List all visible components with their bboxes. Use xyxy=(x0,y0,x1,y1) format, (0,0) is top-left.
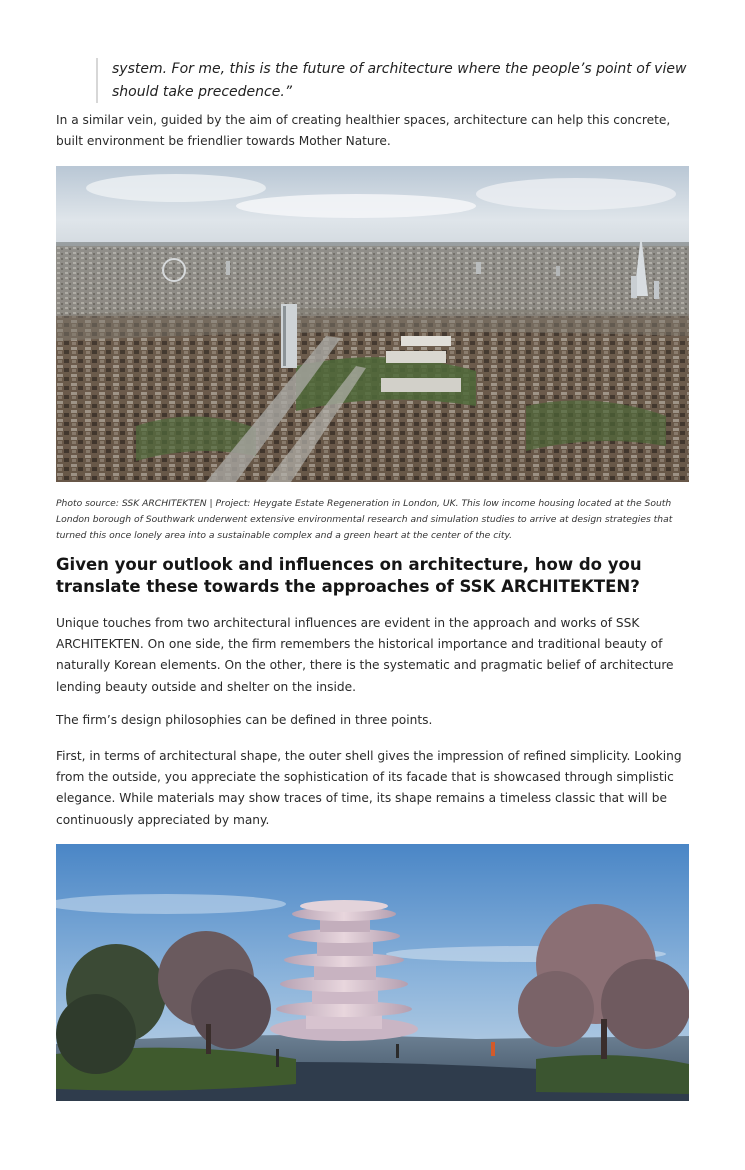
paragraph-influences: Unique touches from two architectural influences are evident in the approach and works of SSK ARCHITEKTEN. On one side, the firm remembers the historical importance and traditional beauty of naturally Korean elements. On the other, there is the systematic and pragmatic belief of architecture lending beauty outside and shelter on the inside. xyxy=(56,616,674,694)
pull-quote: system. For me, this is the future of architecture where the people’s point of view should take precedence.” xyxy=(96,58,732,103)
paragraph-philosophies: The firm’s design philosophies can be defined in three points. xyxy=(56,713,433,727)
paragraph-first-point: First, in terms of architectural shape, the outer shell gives the impression of refined simplicity. Looking from the outside, you appreciate the sophistication of its facade that is showcased through simplistic elegance. While materials may show traces of time, its shape remains a timeless classic that will be continuously appreciated by many. xyxy=(56,749,682,827)
paragraph-intro: In a similar vein, guided by the aim of creating healthier spaces, architecture can help this concrete, built environment be friendlier towards Mother Nature. xyxy=(56,113,671,149)
aerial-city-photo xyxy=(56,166,689,482)
photo-caption: Photo source: SSK ARCHITEKTEN | Project: Heygate Estate Regeneration in London, UK. This low income housing located at the South London borough of Southwark underwent extensive environmental research and simulation studies to arrive at design strategies that turned this once lonely area into a sustainable complex and a green heart at the center of the city. xyxy=(56,498,673,541)
section-heading: Given your outlook and influences on architecture, how do you translate these towards the approaches of SSK ARCHITEKTEN? xyxy=(56,555,642,596)
spiral-tower-rendering xyxy=(56,844,689,1101)
